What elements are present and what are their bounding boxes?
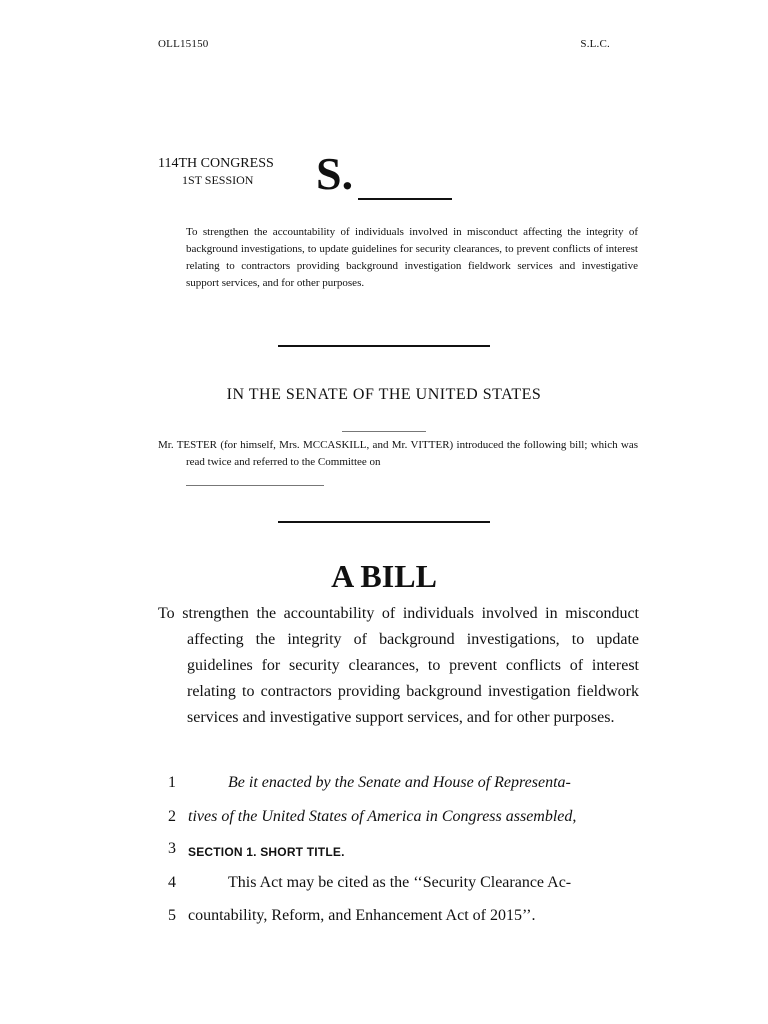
introduction-statement: Mr. TESTER (for himself, Mrs. MCCASKILL, and Mr. VITTER) introduced the following bill; which was read twice and referred to the Committee on xyxy=(158,439,638,468)
line-number-3: 3 xyxy=(168,840,176,857)
short-title-line-2: countability, Reform, and Enhancement Act of 2015’’. xyxy=(188,907,536,924)
committee-blank-line xyxy=(186,485,324,486)
bill-number-blank xyxy=(358,198,452,200)
bill-label: A BILL xyxy=(331,558,437,594)
bill-prefix: S. xyxy=(316,148,354,199)
section-divider-top xyxy=(278,345,490,347)
enacting-clause-line-2: tives of the United States of America in Congress assembled, xyxy=(188,808,577,825)
document-classification: S.L.C. xyxy=(580,38,610,50)
short-title-line-1: This Act may be cited as the ‘‘Security Clearance Ac- xyxy=(228,874,572,891)
line-number-2: 2 xyxy=(168,808,176,825)
introduction-divider xyxy=(342,431,426,432)
document-code: OLL15150 xyxy=(158,38,209,50)
session-number: 1ST SESSION xyxy=(182,173,254,187)
line-number-1: 1 xyxy=(168,774,176,791)
line-number-5: 5 xyxy=(168,907,176,924)
congress-number: 114TH CONGRESS xyxy=(158,156,274,171)
bill-long-title: To strengthen the accountability of individuals involved in misconduct affecting the integrity of background investigations, to update guidelines for security clearances, to prevent conflicts of interest relating to contractors providing background investigation fieldwork services and investigative support services, and for other purposes. xyxy=(158,605,639,726)
section-divider-bottom xyxy=(278,521,490,523)
senate-heading: IN THE SENATE OF THE UNITED STATES xyxy=(226,386,542,403)
line-number-4: 4 xyxy=(168,874,176,891)
section-heading: SECTION 1. SHORT TITLE. xyxy=(188,845,345,859)
bill-summary: To strengthen the accountability of individuals involved in misconduct affecting the integrity of background investigations, to update guidelines for security clearances, to prevent conflicts of interest relating to contractors providing background investigation fieldwork services and investigative support services, and for other purposes. xyxy=(186,226,638,289)
enacting-clause-line-1: Be it enacted by the Senate and House of Representa- xyxy=(228,774,571,791)
